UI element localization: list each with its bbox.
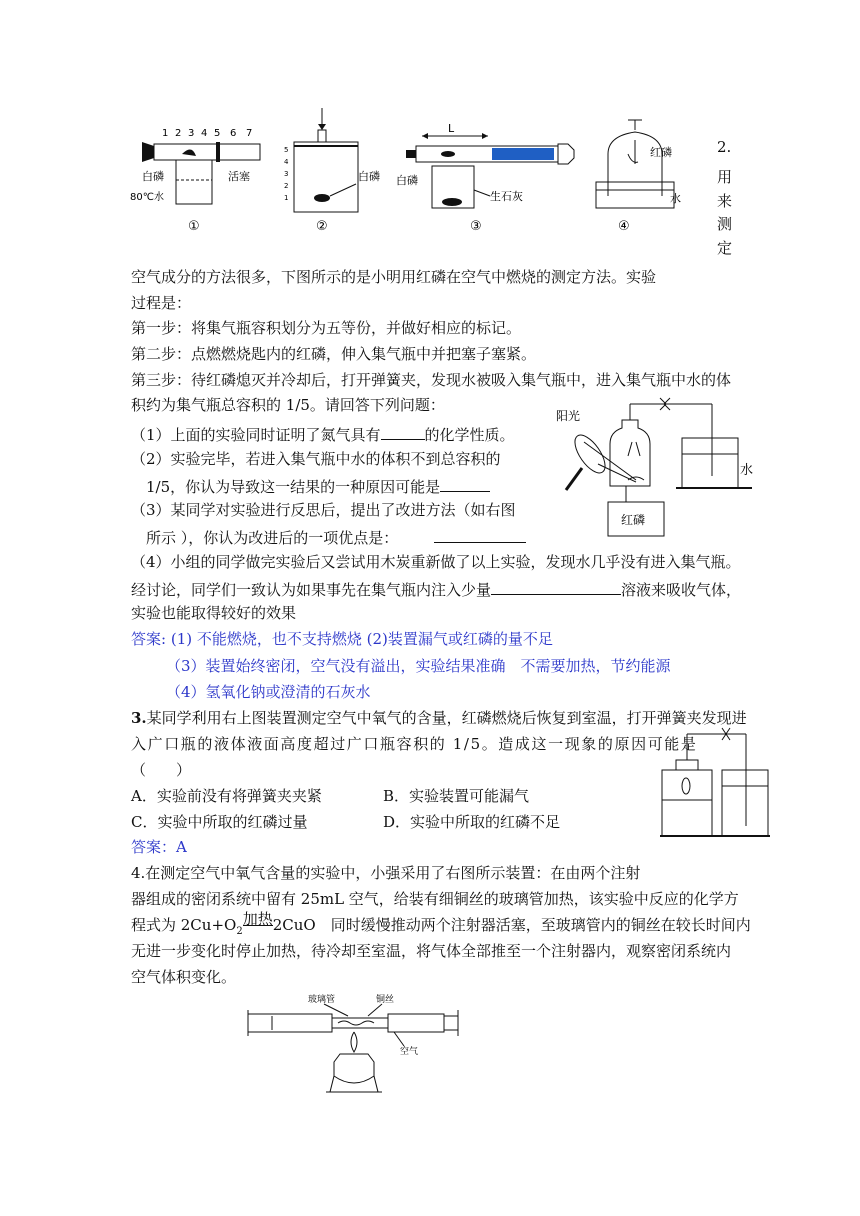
figure1-scale — [162, 128, 252, 139]
glass-tube — [332, 1018, 388, 1028]
apparatus-1 — [130, 128, 260, 234]
glass-tube — [154, 144, 260, 160]
q3-option-a: A．实验前没有将弹簧夹夹紧 — [131, 787, 322, 805]
q4-line5: 空气体积变化。 — [131, 968, 237, 986]
q2-line2: 过程是： — [131, 294, 192, 312]
label-red-phosphorus: 红磷 — [621, 513, 646, 527]
q2-step1: 第一步：将集气瓶容积划分为五等份，并做好相应的标记。 — [131, 319, 522, 337]
label-phosphorus: 白磷 — [142, 170, 164, 183]
caption-3: ③ — [470, 219, 482, 234]
q2-answer-line2: （3）装置始终密闭，空气没有溢出，实验结果准确 不需要加热，节约能源 — [166, 657, 671, 675]
label-red-phosphorus: 红磷 — [650, 146, 672, 159]
stopper-shape — [142, 142, 154, 162]
label-copper-wire: 铜丝 — [376, 995, 395, 1005]
wide-bottle — [662, 770, 712, 836]
syringe-plunger — [492, 148, 554, 160]
q4-line4: 无进一步变化时停止加热，待冷却至室温，将气体全部推至一个注射器内，观察密闭系统内 — [131, 942, 732, 960]
label-piston: 活塞 — [228, 170, 250, 183]
q2-line1: 空气成分的方法很多，下图所示的是小明用红磷在空气中燃烧的测定方法。实验 — [131, 268, 657, 286]
equation-left: 程式为 2Cu+O — [131, 916, 237, 934]
q2-step3a: 第三步：待红磷熄灭并冷却后，打开弹簧夹，发现水被吸入集气瓶中，进入集气瓶中水的体 — [131, 371, 732, 389]
q4-line1: 4.在测定空气中氧气含量的实验中，小强采用了右图所示装置：在由两个注射 — [131, 864, 641, 882]
beaker — [682, 438, 738, 488]
scale-label: 4 — [201, 128, 208, 139]
vertical-char: 来 — [717, 192, 733, 210]
caption-4: ④ — [618, 219, 630, 234]
tick-label: 5 — [284, 146, 289, 154]
blank-2 — [440, 475, 490, 492]
q2-part3b-text: 所示 ），你认为改进后的一项优点是： — [146, 529, 399, 547]
q2-part3b — [146, 526, 526, 548]
q2-part4c: 实验也能取得较好的效果 — [131, 604, 297, 622]
phosphorus-shape — [314, 194, 330, 202]
beaker — [722, 770, 768, 836]
label-L: L — [448, 122, 455, 135]
reaction-condition: 加热 — [242, 910, 273, 928]
q2-step2: 第二步：点燃燃烧匙内的红磷，伸入集气瓶中并把塞子塞紧。 — [131, 345, 537, 363]
apparatus-4 — [596, 120, 681, 234]
scale-label: 5 — [214, 128, 221, 139]
equation-subscript: 2 — [236, 926, 243, 937]
q2-part2b-text: 1/5，你认为导致这一结果的一种原因可能是 — [146, 478, 441, 496]
vertical-char: 用 — [717, 168, 733, 186]
q3-apparatus-figure — [660, 726, 770, 840]
q4-line3 — [131, 910, 751, 942]
q2-part4b — [131, 578, 741, 600]
scale-label: 1 — [162, 128, 169, 139]
answer-label: 答案: — [131, 630, 167, 648]
q2-part4a: （4）小组的同学做完实验后又尝试用木炭重新做了以上实验，发现水几乎没有进入集气瓶。 — [131, 553, 741, 571]
q2-part4b-text-b: 溶液来吸收气体， — [621, 581, 742, 599]
piston-shape — [216, 142, 220, 162]
q3-number: 3. — [131, 709, 147, 727]
q3-option-d: D．实验中所取的红磷不足 — [383, 813, 561, 831]
tick-label: 1 — [284, 194, 289, 202]
beaker — [176, 160, 212, 204]
q3-line2: 入广口瓶的液体液面高度超过广口瓶容积的 1/5。造成这一现象的原因可能是 — [131, 735, 698, 753]
label-water: 80℃水 — [130, 192, 164, 203]
phosphorus-shape — [182, 149, 196, 156]
scale-label: 2 — [175, 128, 182, 139]
q4-syringe-figure — [244, 992, 464, 1096]
blank-4 — [491, 578, 621, 595]
label-glass-tube: 玻璃管 — [308, 995, 336, 1005]
scale-label: 3 — [188, 128, 195, 139]
tick-label: 4 — [284, 158, 289, 166]
q3-option-b: B．实验装置可能漏气 — [383, 787, 530, 805]
blank-1 — [381, 423, 425, 440]
equation-right: 2CuO 同时缓慢推动两个注射器活塞，至玻璃管内的铜丝在较长时间内 — [272, 916, 751, 934]
right-syringe — [388, 1014, 444, 1032]
label-phosphorus-2: 白磷 — [358, 170, 380, 183]
scale-label: 7 — [246, 128, 253, 139]
label-water-4: 水 — [670, 192, 681, 205]
q4-line2: 器组成的密闭系统中留有 25mL 空气，给装有细铜丝的玻璃管加热，该实验中反应的化学方 — [131, 890, 739, 908]
label-water: 水 — [740, 463, 754, 478]
q3-line1-text: 某同学利用右上图装置测定空气中氧气的含量，红磷燃烧后恢复到室温，打开弹簧夹发现进 — [146, 709, 747, 727]
label-air: 空气 — [400, 1047, 419, 1057]
q2-step3b: 积约为集气瓶总容积的 1/5。请回答下列问题： — [131, 396, 445, 414]
q2-part4b-text-a: 经讨论，同学们一致认为如果事先在集气瓶内注入少量 — [131, 581, 492, 599]
q2-part1-text-b: 的化学性质。 — [424, 426, 515, 444]
caption-2: ② — [316, 219, 328, 234]
q3-answer: 答案：A — [131, 838, 187, 856]
tick-label: 2 — [284, 182, 289, 190]
lens-shape — [569, 430, 611, 478]
q2-part2a: （2）实验完毕，若进入集气瓶中水的体积不到总容积的 — [131, 450, 501, 468]
q3-line3: （ ） — [131, 761, 192, 779]
vertical-char: 测 — [717, 215, 733, 233]
blank-3 — [434, 526, 526, 543]
label-phosphorus-3: 白磷 — [396, 174, 418, 187]
q2-part1-text-a: （1）上面的实验同时证明了氮气具有 — [131, 426, 381, 444]
vertical-char: 2. — [717, 138, 732, 156]
label-sunlight: 阳光 — [556, 409, 581, 423]
q3-line1 — [131, 708, 747, 728]
apparatus-3 — [396, 122, 574, 234]
caption-1: ① — [188, 219, 200, 234]
tick-label: 3 — [284, 170, 289, 178]
vertical-char: 定 — [717, 239, 733, 257]
apparatus-2 — [284, 108, 380, 234]
label-lime: 生石灰 — [490, 190, 523, 203]
q2-part2b — [146, 475, 490, 497]
q3-option-c: C．实验中所取的红磷过量 — [131, 813, 308, 831]
answer-text-1: (1) 不能燃烧，也不支持燃烧 (2)装置漏气或红磷的量不足 — [170, 630, 553, 648]
q2-answer-line1 — [131, 629, 553, 649]
alcohol-lamp — [334, 1054, 374, 1083]
q2-part1 — [131, 423, 515, 445]
improved-apparatus-figure — [556, 392, 756, 542]
apparatus-figures — [130, 100, 710, 240]
container — [294, 142, 358, 212]
figure2-ticks — [284, 146, 289, 202]
q2-answer-line3: （4）氢氧化钠或澄清的石灰水 — [166, 683, 371, 701]
scale-label: 6 — [230, 128, 237, 139]
q2-part3a: （3）某同学对实验进行反思后，提出了改进方法（如右图 — [131, 501, 516, 519]
left-syringe — [248, 1014, 332, 1032]
